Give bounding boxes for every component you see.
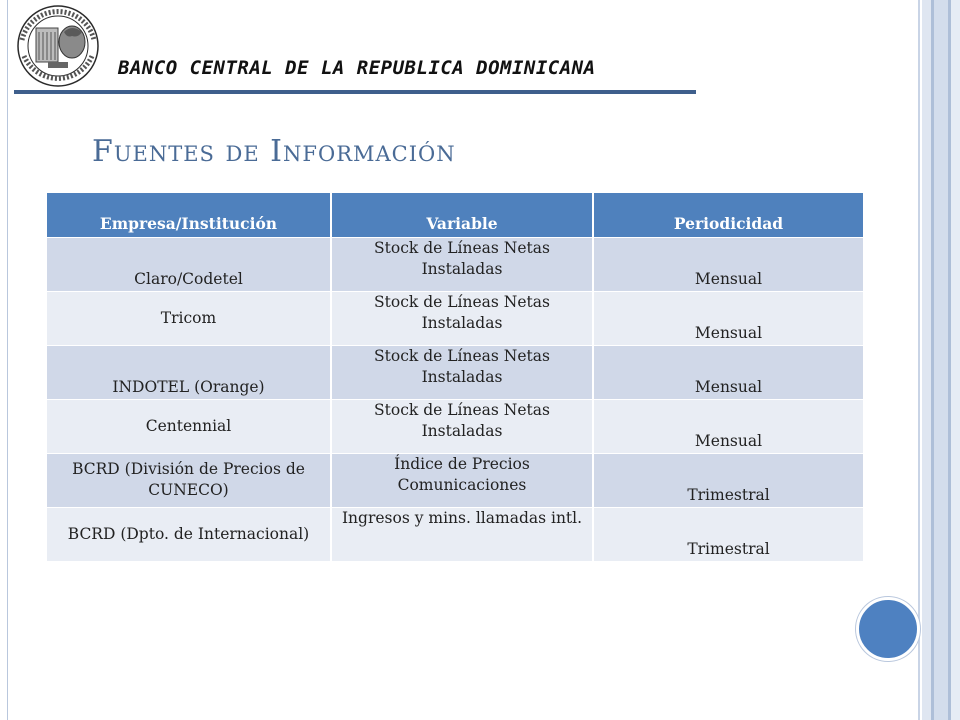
- cell-institution: Claro/Codetel: [47, 238, 331, 292]
- table-row: [47, 508, 863, 562]
- left-frame-line: [7, 0, 8, 720]
- cell-variable: Stock de Líneas Netas Instaladas: [331, 292, 593, 346]
- cell-variable: Stock de Líneas Netas Instaladas: [331, 238, 593, 292]
- cell-periodicity: Mensual: [593, 346, 863, 400]
- cell-periodicity: Mensual: [593, 238, 863, 292]
- right-decor-stripe: [918, 0, 920, 720]
- cell-periodicity: Trimestral: [593, 454, 863, 508]
- column-header-institution: Empresa/Institución: [47, 193, 331, 238]
- table-row: [47, 400, 863, 454]
- cell-variable: Stock de Líneas Netas Instaladas: [331, 400, 593, 454]
- cell-variable: Ingresos y mins. llamadas intl.: [331, 508, 593, 562]
- column-header-periodicity: Periodicidad: [593, 193, 863, 238]
- cell-periodicity: Mensual: [593, 400, 863, 454]
- bank-name-header: BANCO CENTRAL DE LA REPUBLICA DOMINICANA: [118, 57, 596, 79]
- cell-variable: Índice de Precios Comunicaciones: [331, 454, 593, 508]
- cell-institution: INDOTEL (Orange): [47, 346, 331, 400]
- table-header-row: [47, 193, 863, 238]
- decorative-circle: [856, 597, 920, 661]
- column-header-variable: Variable: [331, 193, 593, 238]
- table-row: [47, 454, 863, 508]
- cell-institution: Tricom: [47, 292, 331, 346]
- cell-variable: Stock de Líneas Netas Instaladas: [331, 346, 593, 400]
- cell-institution: BCRD (Dpto. de Internacional): [47, 508, 331, 562]
- slide-title: Fuentes de Información: [92, 134, 456, 169]
- cell-periodicity: Mensual: [593, 292, 863, 346]
- cell-institution: BCRD (División de Precios de CUNECO): [47, 454, 331, 508]
- bank-seal-logo: [12, 2, 108, 90]
- cell-institution: Centennial: [47, 400, 331, 454]
- information-sources-table: [47, 193, 863, 561]
- table-row: [47, 346, 863, 400]
- right-decor-stripe: [922, 0, 931, 720]
- cell-periodicity: Trimestral: [593, 508, 863, 562]
- right-decor-stripe: [951, 0, 960, 720]
- table-row: [47, 238, 863, 292]
- header-rule: [14, 90, 696, 94]
- right-decor-stripe: [934, 0, 948, 720]
- table-row: [47, 292, 863, 346]
